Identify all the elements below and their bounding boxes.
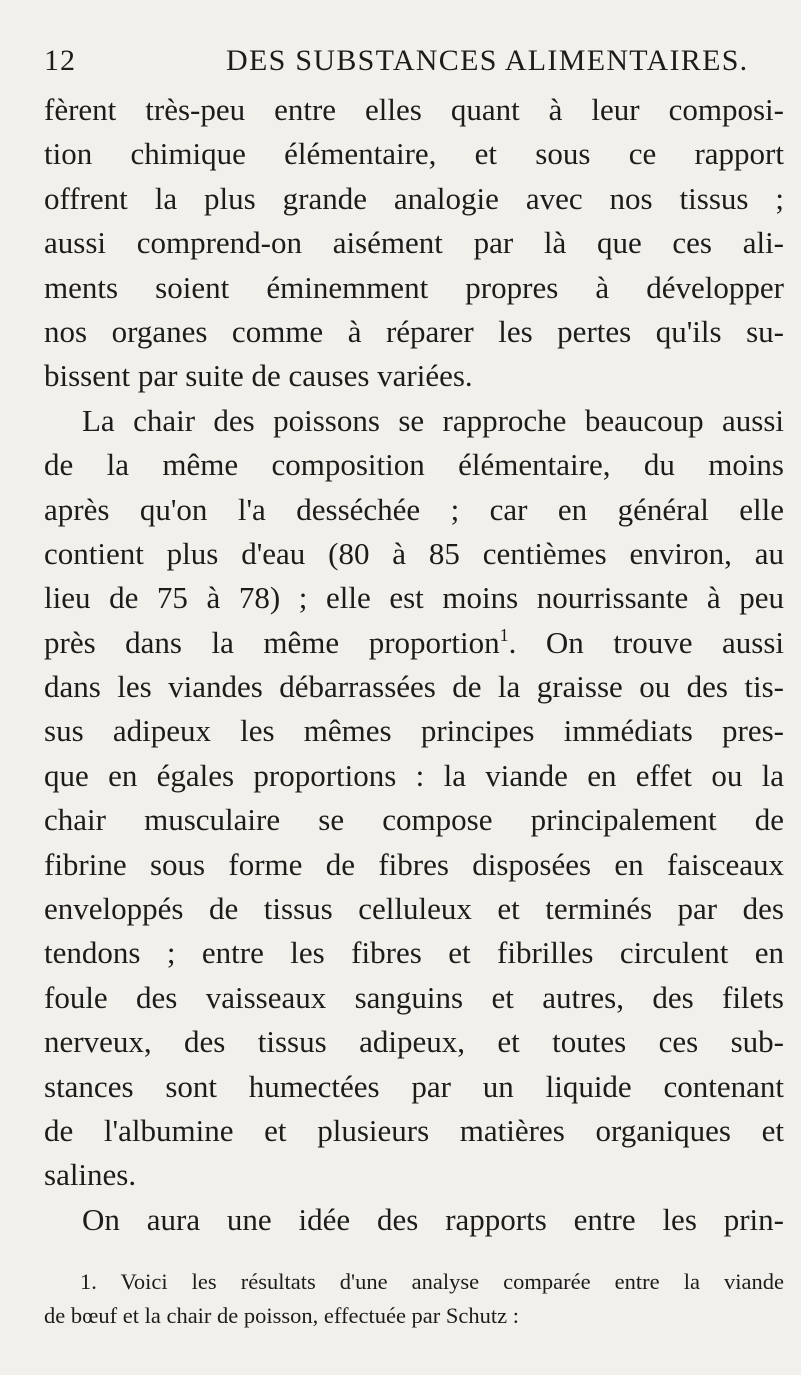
text-line: contient plus d'eau (80 à 85 centièmes environ, au [44,535,784,571]
text-line: bissent par suite de causes variées. [44,358,473,394]
text-line: fibrine sous forme de fibres disposées en faisceaux [44,846,784,882]
text-line: foule des vaisseaux sanguins et autres, des filets [44,979,784,1015]
text-line: fèrent très-peu entre elles quant à leur composi- [44,92,784,127]
footnote-reference: 1 [499,624,509,645]
footnote [44,1265,784,1333]
text-line: nos organes comme à réparer les pertes qu'ils su- [44,313,784,349]
text-line: que en égales proportions : la viande en effet ou la [44,757,784,793]
body-text [44,88,784,1242]
text-line: enveloppés de tissus celluleux et terminés par des [44,891,784,927]
text-line: de la même composition élémentaire, du moins [44,447,784,483]
text-line: On aura une idée des rapports entre les prin- [82,1201,784,1237]
text-line: chair musculaire se compose principalement de [44,802,784,838]
text-line: salines. [44,1157,137,1193]
text-line: sus adipeux les mêmes principes immédiats pres- [44,713,784,749]
text-line: après qu'on l'a desséchée ; car en général elle [44,491,784,527]
text-line: La chair des poissons se rapproche beaucoup aussi [82,402,784,438]
text-line: tion chimique élémentaire, et sous ce rapport [44,136,784,172]
text-line: lieu de 75 à 78) ; elle est moins nourrissante à peu [44,580,784,616]
text-line: aussi comprend-on aisément par là que ces ali- [44,225,784,261]
text-line: nerveux, des tissus adipeux, et toutes ces sub- [44,1024,784,1060]
text-line-tail: . On trouve aussi [508,624,784,660]
running-title: DES SUBSTANCES ALIMENTAIRES. [226,44,749,77]
text-line: de l'albumine et plusieurs matières organiques et [44,1112,784,1148]
text-line: ments soient éminemment propres à développer [44,269,784,305]
footnote-line: 1. Voici les résultats d'une analyse comparée entre la viande [80,1269,784,1294]
page-number: 12 [44,44,76,77]
text-line: dans les viandes débarrassées de la graisse ou des tis- [44,669,784,705]
text-line-with-footnote-ref [44,621,784,665]
footnote-line: de bœuf et la chair de poisson, effectuée par Schutz : [44,1303,520,1328]
page-header [44,44,784,84]
text-line: tendons ; entre les fibres et fibrilles circulent en [44,935,784,971]
text-line: offrent la plus grande analogie avec nos tissus ; [44,180,784,216]
text-line: stances sont humectées par un liquide contenant [44,1068,784,1104]
text-line-head: près dans la même proportion [44,624,500,660]
